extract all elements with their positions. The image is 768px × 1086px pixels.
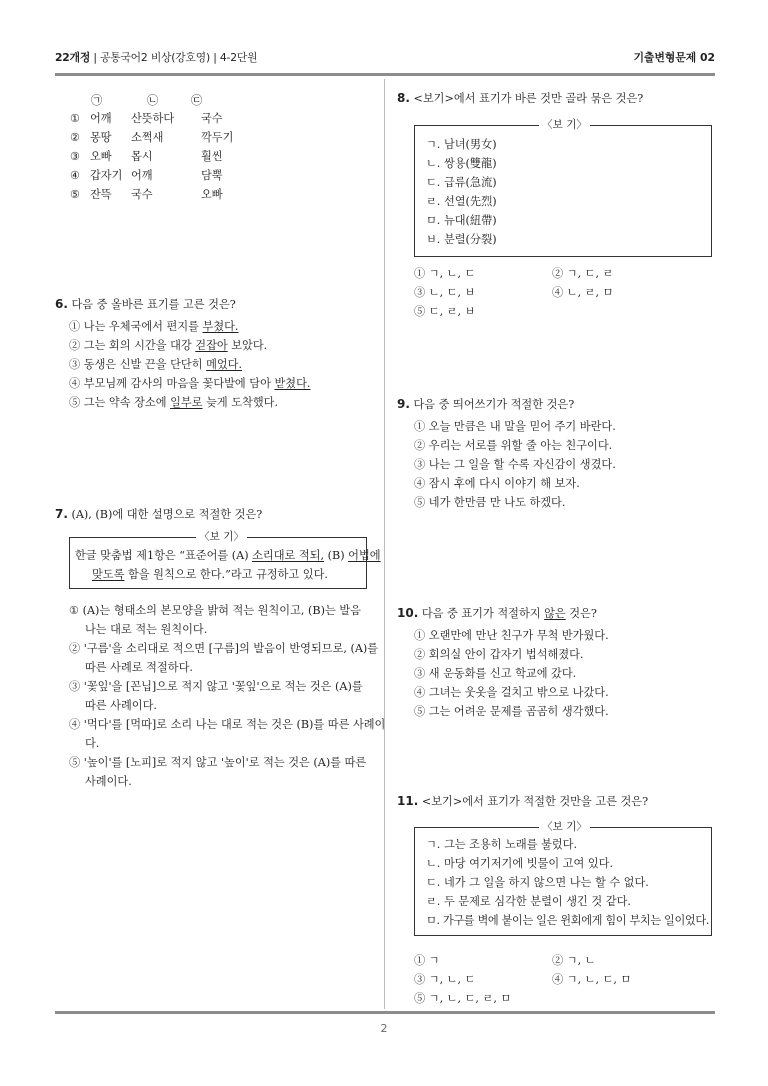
q11-box-item: ㄱ. 그는 조용히 노래를 불렀다. [426, 838, 578, 851]
q8-box-item: ㄹ. 선열(先烈) [426, 195, 497, 208]
q5-row-a: 갑자기 [90, 169, 123, 182]
question-7 [55, 507, 386, 797]
q10-option[interactable]: ② 회의실 안이 갑자기 법석해졌다. [414, 648, 584, 661]
q6-stem [55, 297, 236, 312]
q11-choice[interactable]: ② ㄱ, ㄴ [552, 954, 596, 967]
page-number: 2 [380, 1022, 388, 1035]
q5-row-num: ④ [70, 169, 81, 182]
header-course-info: 22개정 | 공통국어2 비상(강호영) | 4-2단원 [55, 51, 258, 64]
q7-stem [55, 507, 262, 522]
question-11 [397, 794, 717, 1004]
q8-choice[interactable]: ⑤ ㄷ, ㄹ, ㅂ [414, 305, 476, 318]
q5-answer-table [70, 94, 370, 204]
q7-box-title: 〈보 기〉 [196, 531, 247, 543]
q8-example-box [414, 119, 712, 257]
q7-box-line-2: 맞도록 함을 원칙으로 한다.”라고 규정하고 있다. [92, 568, 328, 581]
q10-stem-text: 다음 중 표기가 적절하지 않은 것은? [421, 607, 597, 620]
q7-option[interactable]: ⑤ '높이'를 [노피]로 적지 않고 '높이'로 적는 것은 (A)를 따른 [69, 756, 367, 769]
q7-option[interactable]: ④ '먹다'를 [먹따]로 소리 나는 대로 적는 것은 (B)를 따른 사례이 [69, 718, 386, 731]
q10-option[interactable]: ③ 새 운동화를 신고 학교에 갔다. [414, 667, 577, 680]
q11-choice[interactable]: ⑤ ㄱ, ㄴ, ㄷ, ㄹ, ㅁ [414, 992, 512, 1005]
q7-stem-text: (A), (B)에 대한 설명으로 적절한 것은? [71, 508, 263, 521]
q6-option[interactable]: ② 그는 회의 시간을 대강 걷잡아 보았다. [69, 339, 268, 352]
q7-box-line-1: 한글 맞춤법 제1항은 “표준어를 (A) 소리대로 적되, (B) 어법에 [75, 549, 381, 562]
question-6 [55, 297, 375, 417]
q10-number: 10. [397, 606, 419, 620]
q10-option[interactable]: ① 오랜만에 만난 친구가 무척 반가웠다. [414, 629, 609, 642]
q5-row-a: 잔뜩 [90, 188, 112, 201]
q11-box-item: ㅁ. 가구를 벽에 붙이는 일은 윈회에게 힘이 부치는 일이었다. [426, 914, 710, 927]
q5-row-num: ① [70, 112, 81, 125]
q6-option[interactable]: ④ 부모님께 감사의 마음을 꽃다발에 담아 받쳤다. [69, 377, 311, 390]
q8-box-title: 〈보 기〉 [539, 119, 590, 131]
q8-stem [397, 91, 643, 106]
q5-row-b: 소쩍새 [131, 131, 164, 144]
q5-row-b: 어깨 [131, 169, 153, 182]
q5-row-c: 깍두기 [201, 131, 234, 144]
q6-number: 6. [55, 297, 68, 311]
q7-option-cont: 나는 대로 적는 원칙이다. [85, 623, 208, 636]
q7-number: 7. [55, 507, 68, 521]
question-9 [397, 397, 717, 517]
q5-row-a: 몽땅 [90, 131, 112, 144]
q11-box-item: ㄹ. 두 문제로 심각한 분렬이 생긴 것 같다. [426, 895, 631, 908]
q9-option[interactable]: ② 우리는 서로를 위할 줄 아는 친구이다. [414, 439, 613, 452]
q7-option[interactable]: ② '구름'을 소리대로 적으면 [구름]의 발음이 반영되므로, (A)를 [69, 642, 379, 655]
q9-number: 9. [397, 397, 410, 411]
q5-row-num: ③ [70, 150, 81, 163]
q5-row-b: 국수 [131, 188, 153, 201]
question-10 [397, 606, 717, 726]
q11-box-title: 〈보 기〉 [539, 821, 590, 833]
q5-row-num: ② [70, 131, 81, 144]
q6-option[interactable]: ① 나는 우체국에서 편지를 부쳤다. [69, 320, 239, 333]
q6-option[interactable]: ⑤ 그는 약속 장소에 일부로 늦게 도착했다. [69, 396, 279, 409]
q8-choice[interactable]: ② ㄱ, ㄷ, ㄹ [552, 267, 614, 280]
q5-row-b: 산뜻하다 [131, 112, 175, 125]
q5-row-c: 오빠 [201, 188, 223, 201]
q11-choice[interactable]: ④ ㄱ, ㄴ, ㄷ, ㅁ [552, 973, 632, 986]
q6-stem-text: 다음 중 올바른 표기를 고른 것은? [71, 298, 236, 311]
q11-example-box [414, 821, 712, 936]
q9-stem [397, 397, 574, 412]
q8-choice[interactable]: ④ ㄴ, ㄹ, ㅁ [552, 286, 614, 299]
q7-option-cont: 다. [85, 737, 100, 750]
q8-choice[interactable]: ① ㄱ, ㄴ, ㄷ [414, 267, 476, 280]
q8-box-item: ㄷ. 급류(急流) [426, 176, 497, 189]
q11-choice[interactable]: ③ ㄱ, ㄴ, ㄷ [414, 973, 476, 986]
q5-row-c: 국수 [201, 112, 223, 125]
q5-header-b: ㉡ [147, 94, 159, 107]
q11-choice[interactable]: ① ㄱ [414, 954, 440, 967]
q7-option-cont: 따른 사례로 적절하다. [85, 661, 193, 674]
q11-number: 11. [397, 794, 419, 808]
q5-row-b: 몹시 [131, 150, 153, 163]
q5-row-a: 오빠 [90, 150, 112, 163]
q9-option[interactable]: ⑤ 네가 한만큼 만 나도 하겠다. [414, 496, 566, 509]
q10-option[interactable]: ⑤ 그는 어려운 문제를 곰곰히 생각했다. [414, 705, 609, 718]
header-doc-title: 기출변형문제 02 [633, 51, 715, 64]
q10-stem [397, 606, 597, 621]
q11-stem-text: <보기>에서 표기가 적절한 것만을 고른 것은? [421, 795, 649, 808]
q9-option[interactable]: ① 오늘 만큼은 내 말을 믿어 주기 바란다. [414, 420, 616, 433]
q7-option-cont: 사례이다. [85, 775, 132, 788]
page-header [55, 50, 715, 68]
q7-option[interactable]: ③ '꽃잎'을 [꼰닙]으로 적지 않고 '꽃잎'으로 적는 것은 (A)를 [69, 680, 363, 693]
q5-row-a: 어깨 [90, 112, 112, 125]
q8-number: 8. [397, 91, 410, 105]
q6-option[interactable]: ③ 동생은 신발 끈을 단단히 메었다. [69, 358, 243, 371]
header-rule [55, 73, 715, 76]
q8-box-item: ㅂ. 분렬(分裂) [426, 233, 497, 246]
q9-option[interactable]: ③ 나는 그 일을 할 수록 자신감이 생겼다. [414, 458, 616, 471]
q8-choice[interactable]: ③ ㄴ, ㄷ, ㅂ [414, 286, 476, 299]
q11-box-item: ㄷ. 네가 그 일을 하지 않으면 나는 할 수 없다. [426, 876, 649, 889]
q5-row-c: 담뿍 [201, 169, 223, 182]
q5-header-a: ㉠ [91, 94, 103, 107]
q5-header-c: ㉢ [191, 94, 203, 107]
q7-option[interactable]: ① (A)는 형태소의 본모양을 밝혀 적는 원칙이고, (B)는 발음 [69, 604, 361, 617]
q11-box-item: ㄴ. 마당 여기저기에 빗물이 고여 있다. [426, 857, 614, 870]
q9-option[interactable]: ④ 잠시 후에 다시 이야기 해 보자. [414, 477, 580, 490]
q8-box-item: ㅁ. 뉴대(紐帶) [426, 214, 497, 227]
q8-box-item: ㄱ. 남녀(男女) [426, 138, 497, 151]
q11-stem [397, 794, 648, 809]
column-divider [384, 79, 385, 1009]
q9-stem-text: 다음 중 띄어쓰기가 적절한 것은? [413, 398, 575, 411]
q7-option-cont: 따른 사례이다. [85, 699, 157, 712]
question-8 [397, 91, 717, 321]
q8-box-item: ㄴ. 쌍용(雙龍) [426, 157, 497, 170]
q8-stem-text: <보기>에서 표기가 바른 것만 골라 묶은 것은? [413, 92, 644, 105]
q10-option[interactable]: ④ 그녀는 웃옷을 걸치고 밖으로 나갔다. [414, 686, 609, 699]
q5-row-num: ⑤ [70, 188, 81, 201]
q7-example-box [69, 531, 381, 589]
footer-rule [55, 1011, 715, 1014]
q5-row-c: 훨씬 [201, 150, 223, 163]
